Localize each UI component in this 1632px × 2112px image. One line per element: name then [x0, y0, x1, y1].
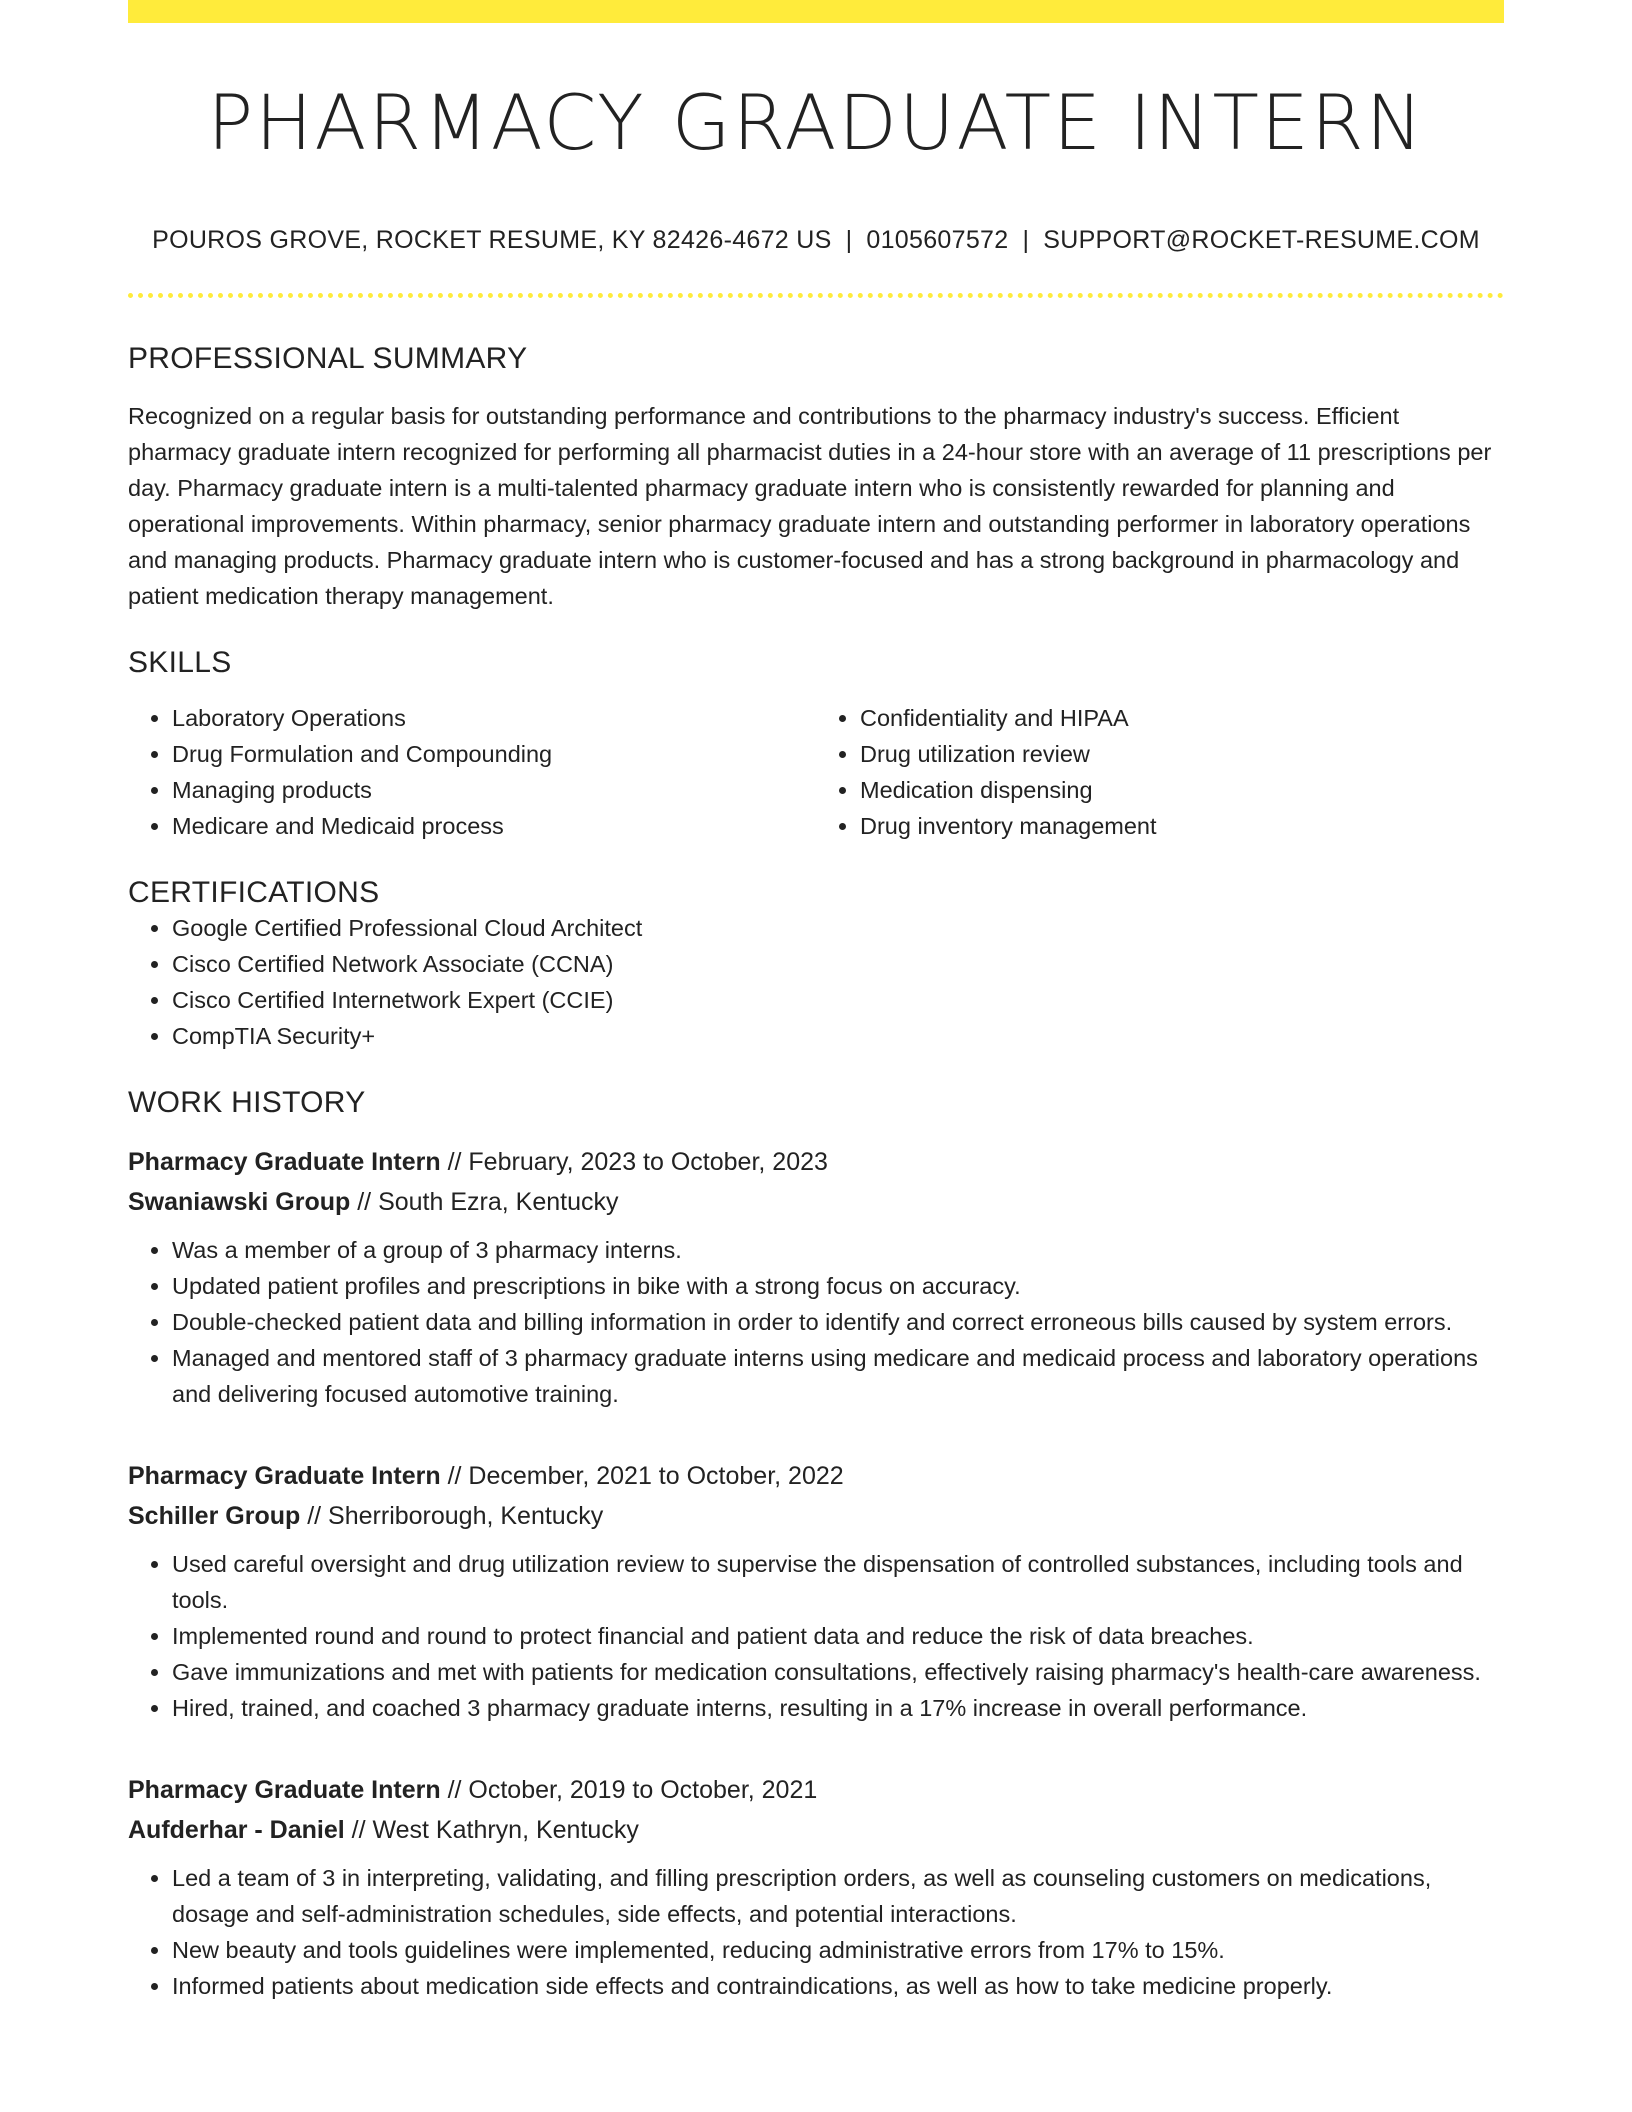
skill-item: • Drug Formulation and Compounding	[172, 736, 816, 772]
job-bullet: • New beauty and tools guidelines were implemented, reducing administrative errors from 17% to 15%.	[172, 1932, 1504, 1968]
job-location: // Sherriborough, Kentucky	[307, 1501, 604, 1530]
skill-item: • Laboratory Operations	[172, 700, 816, 736]
job-company-line	[128, 1810, 1504, 1850]
job-role: Pharmacy Graduate Intern	[128, 1775, 441, 1804]
job-bullet: • Gave immunizations and met with patients for medication consultations, effectively raising pharmacy's health-care awareness.	[172, 1654, 1504, 1690]
job-bullet: • Informed patients about medication side effects and contraindications, as well as how to take medicine properly.	[172, 1968, 1504, 2004]
certification-item: • Cisco Certified Network Associate (CCNA)	[172, 946, 1504, 982]
job-dates: // February, 2023 to October, 2023	[447, 1147, 828, 1176]
skill-item: • Drug utilization review	[860, 736, 1504, 772]
job-role: Pharmacy Graduate Intern	[128, 1461, 441, 1490]
job-title-line	[128, 1456, 1504, 1496]
skills-column-right	[816, 700, 1504, 844]
candidate-name: PHARMACY GRADUATE INTERN	[207, 78, 1425, 167]
skills-column-left	[128, 700, 816, 844]
job-title-line	[128, 1770, 1504, 1810]
job-company: Aufderhar - Daniel	[128, 1815, 345, 1844]
contact-email: SUPPORT@ROCKET-RESUME.COM	[1043, 225, 1480, 254]
skills-list	[128, 700, 1504, 844]
job-bullet: • Double-checked patient data and billing information in order to identify and correct erroneous bills caused by system errors.	[172, 1304, 1504, 1340]
summary-text: Recognized on a regular basis for outstanding performance and contributions to the pharmacy industry's success. Efficient pharmacy graduate intern recognized for performing all pharmacist duties in a 24-hour store with an average of 11 prescriptions per day. Pharmacy graduate intern is a multi-talented pharmacy graduate intern who is consistently rewarded for planning and operational improvements. Within pharmacy, senior pharmacy graduate intern and outstanding performer in laboratory operations and managing products. Pharmacy graduate intern who is customer-focused and has a strong background in pharmacology and patient medication therapy management.	[128, 402, 1492, 609]
job-location: // South Ezra, Kentucky	[357, 1187, 619, 1216]
top-accent-bar	[128, 0, 1504, 23]
contact-phone: 0105607572	[866, 225, 1009, 254]
job-bullets	[128, 1860, 1504, 2004]
skill-item: • Medication dispensing	[860, 772, 1504, 808]
job-bullet: • Used careful oversight and drug utilization review to supervise the dispensation of controlled substances, including tools and tools.	[172, 1546, 1504, 1618]
job-location: // West Kathryn, Kentucky	[351, 1815, 639, 1844]
certifications-list	[128, 910, 1504, 1054]
work-history-heading: WORK HISTORY	[128, 1085, 366, 1119]
contact-address: POUROS GROVE, ROCKET RESUME, KY 82426-4672 US	[152, 225, 832, 254]
job-dates: // October, 2019 to October, 2021	[447, 1775, 818, 1804]
job-company: Swaniawski Group	[128, 1187, 351, 1216]
job-role: Pharmacy Graduate Intern	[128, 1147, 441, 1176]
job-bullet: • Managed and mentored staff of 3 pharmacy graduate interns using medicare and medicaid process and laboratory operations and delivering focused automotive training.	[172, 1340, 1504, 1412]
skill-item: • Medicare and Medicaid process	[172, 808, 816, 844]
job-entry	[128, 1142, 1504, 1412]
job-bullets	[128, 1546, 1504, 1726]
resume-page	[128, 0, 1504, 2004]
skill-item: • Confidentiality and HIPAA	[860, 700, 1504, 736]
job-bullet: • Hired, trained, and coached 3 pharmacy graduate interns, resulting in a 17% increase in overall performance.	[172, 1690, 1504, 1726]
job-entry	[128, 1456, 1504, 1726]
job-title-line	[128, 1142, 1504, 1182]
job-company-line	[128, 1496, 1504, 1536]
contact-separator: |	[845, 225, 853, 254]
job-entry	[128, 1770, 1504, 2004]
job-bullet: • Was a member of a group of 3 pharmacy interns.	[172, 1232, 1504, 1268]
skills-heading: SKILLS	[128, 645, 232, 679]
skill-item: • Managing products	[172, 772, 816, 808]
dotted-divider	[128, 293, 1504, 298]
job-bullet: • Implemented round and round to protect financial and patient data and reduce the risk of data breaches.	[172, 1618, 1504, 1654]
certification-item: • Cisco Certified Internetwork Expert (CCIE)	[172, 982, 1504, 1018]
certifications-heading: CERTIFICATIONS	[128, 875, 380, 909]
contact-line	[128, 225, 1504, 255]
job-bullets	[128, 1232, 1504, 1412]
job-company-line	[128, 1182, 1504, 1222]
certification-item: • Google Certified Professional Cloud Architect	[172, 910, 1504, 946]
job-company: Schiller Group	[128, 1501, 301, 1530]
job-bullet: • Updated patient profiles and prescriptions in bike with a strong focus on accuracy.	[172, 1268, 1504, 1304]
certification-item: • CompTIA Security+	[172, 1018, 1504, 1054]
summary-heading: PROFESSIONAL SUMMARY	[128, 341, 528, 375]
contact-separator: |	[1022, 225, 1030, 254]
job-bullet: • Led a team of 3 in interpreting, validating, and filling prescription orders, as well as counseling customers on medications, dosage and self-administration schedules, side effects, and potential interactions.	[172, 1860, 1504, 1932]
job-dates: // December, 2021 to October, 2022	[447, 1461, 844, 1490]
skill-item: • Drug inventory management	[860, 808, 1504, 844]
